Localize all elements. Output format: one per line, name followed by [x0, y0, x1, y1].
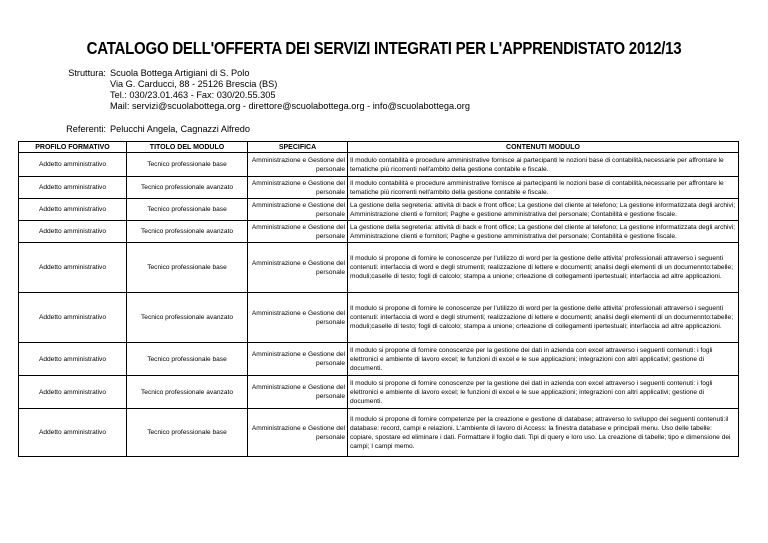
- table-header-row: [19, 142, 739, 153]
- cell-specifica: Amministrazione e Gestione del personale: [248, 199, 348, 221]
- cell-contenuti: La gestione della segreteria: attività di back e front office; La gestione del cliente al telefono; La gestione informatizzata degli archivi; Amministrazione clienti e fornitori; Paghe e gestione amministrativa del personale; Contabilità e gestione fiscale.: [348, 221, 739, 243]
- table-row: [19, 343, 739, 376]
- table-row: [19, 243, 739, 293]
- cell-specifica: Amministrazione e Gestione del personale: [248, 153, 348, 177]
- struttura-line-phone: Tel.: 030/23.01.463 - Fax: 030/20.55.305: [110, 90, 276, 100]
- cell-profilo: Addetto amministrativo: [19, 376, 127, 409]
- cell-contenuti: Il modulo si propone di fornire competenze per la creazione e gestione di database; attraverso lo sviluppo dei seguenti contenuti:il database: record, campi e relazioni. L'ambiente di lavoro di Access: la finestra database e principali menu. Uso delle tabelle: copiare, spostare ed eliminare i dati. Formattare il foglio dati. Tipi di query e loro uso. La creazione di tabelle; tipo e dimensione dei campi; I campi memo.: [348, 409, 739, 457]
- cell-specifica: Amministrazione e Gestione del personale: [248, 221, 348, 243]
- struttura-address: [110, 68, 470, 112]
- catalog-table: [18, 141, 739, 457]
- table-row: [19, 293, 739, 343]
- cell-profilo: Addetto amministrativo: [19, 293, 127, 343]
- header-specifica: SPECIFICA: [248, 142, 348, 153]
- table-row: [19, 153, 739, 177]
- table-row: [19, 221, 739, 243]
- cell-contenuti: Il modulo si propone di fornire conoscenze per la gestione dei dati in azienda con excel attraverso i seguenti contenuti: i fogli elettronici e ambiente di lavoro excel; le funzioni di excel e le sue applicazioni; integrazioni con altri applicativi; gestione di documenti.: [348, 343, 739, 376]
- cell-titolo: Tecnico professionale base: [127, 343, 248, 376]
- struttura-label: Struttura:: [68, 68, 106, 78]
- table-row: [19, 199, 739, 221]
- cell-profilo: Addetto amministrativo: [19, 243, 127, 293]
- cell-titolo: Tecnico professionale avanzato: [127, 376, 248, 409]
- cell-titolo: Tecnico professionale avanzato: [127, 221, 248, 243]
- document-title: CATALOGO DELL'OFFERTA DEI SERVIZI INTEGRATI PER L'APPRENDISTATO 2012/13: [86, 38, 682, 58]
- header-contenuti: CONTENUTI MODULO: [348, 142, 739, 153]
- cell-specifica: Amministrazione e Gestione del personale: [248, 343, 348, 376]
- cell-specifica: Amministrazione e Gestione del personale: [248, 293, 348, 343]
- cell-contenuti: Il modulo si propone di fornire le conoscenze per l'utilizzo di word per la gestione delle attivita' professionali attraverso i seguenti contenuti: interfaccia di word e degli strumenti; realizzazione di lettere e documenti; analisi degli elementi di un documennto:tabelle; moduli;caselle di testo; fogli di calcolo; stampa a unione; crteazione di collegamenti ipertestuali; interfaccia ad altre applicazioni.: [348, 293, 739, 343]
- cell-profilo: Addetto amministrativo: [19, 221, 127, 243]
- cell-contenuti: Il modulo si propone di fornire le conoscenze per l'utilizzo di word per la gestione delle attivita' professionali attraverso i seguenti contenuti: interfaccia di word e degli strumenti; realizzazione di lettere e documenti; analisi degli elementi di un documennto:tabelle; moduli;caselle di testo; fogli di calcolo; stampa a unione; crteazione di collegamenti ipertestuali; interfaccia ad altre applicazioni.: [348, 243, 739, 293]
- cell-titolo: Tecnico professionale base: [127, 409, 248, 457]
- header-profilo: PROFILO FORMATIVO: [19, 142, 127, 153]
- cell-profilo: Addetto amministrativo: [19, 343, 127, 376]
- cell-profilo: Addetto amministrativo: [19, 153, 127, 177]
- referenti-label: Referenti:: [66, 124, 106, 134]
- cell-specifica: Amministrazione e Gestione del personale: [248, 376, 348, 409]
- cell-profilo: Addetto amministrativo: [19, 177, 127, 199]
- cell-contenuti: Il modulo contabilità e procedure amministrative fornisce ai partecipanti le nozioni base di contabilità,necessarie per affrontare le tematiche più ricorrenti nell'ambito della gestione contabile e fiscale.: [348, 177, 739, 199]
- struttura-line-name: Scuola Bottega Artigiani di S. Polo: [110, 68, 250, 78]
- cell-titolo: Tecnico professionale avanzato: [127, 177, 248, 199]
- cell-contenuti: La gestione della segreteria: attività di back e front office; La gestione del cliente al telefono; La gestione informatizzata degli archivi; Amministrazione clienti e fornitori; Paghe e gestione amministrativa del personale; Contabilità e gestione fiscale.: [348, 199, 739, 221]
- cell-titolo: Tecnico professionale base: [127, 153, 248, 177]
- cell-profilo: Addetto amministrativo: [19, 199, 127, 221]
- table-row: [19, 409, 739, 457]
- cell-contenuti: Il modulo si propone di fornire conoscenze per la gestione dei dati in azienda con excel attraverso i seguenti contenuti: i fogli elettronici e ambiente di lavoro excel; le funzioni di excel e le sue applicazioni; integrazioni con altri applicativi; gestione di documenti.: [348, 376, 739, 409]
- struttura-line-mail: Mail: servizi@scuolabottega.org - direttore@scuolabottega.org - info@scuolabottega.org: [110, 101, 470, 111]
- table-row: [19, 177, 739, 199]
- cell-specifica: Amministrazione e Gestione del personale: [248, 177, 348, 199]
- struttura-line-street: Via G. Carducci, 88 - 25126 Brescia (BS): [110, 79, 278, 89]
- cell-specifica: Amministrazione e Gestione del personale: [248, 409, 348, 457]
- referenti-value: Pelucchi Angela, Cagnazzi Alfredo: [110, 124, 250, 134]
- cell-titolo: Tecnico professionale base: [127, 199, 248, 221]
- cell-titolo: Tecnico professionale avanzato: [127, 293, 248, 343]
- cell-titolo: Tecnico professionale base: [127, 243, 248, 293]
- cell-specifica: Amministrazione e Gestione del personale: [248, 243, 348, 293]
- header-titolo: TITOLO DEL MODULO: [127, 142, 248, 153]
- table-row: [19, 376, 739, 409]
- cell-contenuti: Il modulo contabilità e procedure amministrative fornisce ai partecipanti le nozioni base di contabilità,necessarie per affrontare le tematiche più ricorrenti nell'ambito della gestione contabile e fiscale.: [348, 153, 739, 177]
- cell-profilo: Addetto amministrativo: [19, 409, 127, 457]
